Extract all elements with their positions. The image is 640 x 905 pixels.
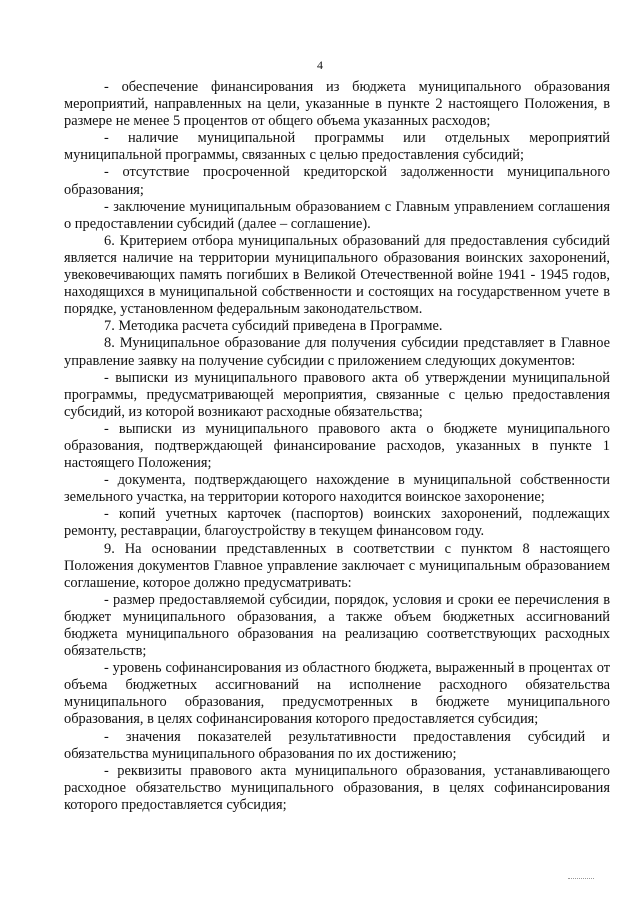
paragraph-program-condition: - наличие муниципальной программы или отдельных мероприятий муниципальной программы, связанных с целью предоставления субсидий;	[64, 130, 610, 164]
footer-divider	[568, 878, 594, 879]
paragraph-item-9: 9. На основании представленных в соответствии с пунктом 8 настоящего Положения документов Главное управление заключает с муниципальным образованием соглашение, которое должно предусматривать:	[64, 540, 610, 591]
paragraph-item-8: 8. Муниципальное образование для получения субсидии представляет в Главное управление заявку на получение субсидии с приложением следующих документов:	[64, 335, 610, 369]
paragraph-performance-indicators: - значения показателей результативности предоставления субсидий и обязательства муниципального образования по их достижению;	[64, 728, 610, 762]
paragraph-cofinancing-level: - уровень софинансирования из областного бюджета, выраженный в процентах от объема бюджетных ассигнований на исполнение расходного обязательства муниципального образования, предусмотренных в бюджете муниципального образования, в целях софинансирования которого предоставляется субсидия;	[64, 660, 610, 728]
paragraph-agreement-condition: - заключение муниципальным образованием с Главным управлением соглашения о предоставлении субсидий (далее – соглашение).	[64, 198, 610, 232]
paragraph-no-debt-condition: - отсутствие просроченной кредиторской задолженности муниципального образования;	[64, 164, 610, 198]
paragraph-funding-condition: - обеспечение финансирования из бюджета муниципального образования мероприятий, направленных на цели, указанные в пункте 2 настоящего Положения, в размере не менее 5 процентов от общего объема указанных расходов;	[64, 79, 610, 130]
paragraph-budget-extract: - выписки из муниципального правового акта о бюджете муниципального образования, подтверждающей финансирование расходов, указанных в пункте 1 настоящего Положения;	[64, 420, 610, 472]
paragraph-burial-cards: - копий учетных карточек (паспортов) воинских захоронений, подлежащих ремонту, реставрации, благоустройству в текущем финансовом году.	[64, 506, 610, 540]
page-number: 4	[317, 58, 323, 72]
paragraph-land-document: - документа, подтверждающего нахождение в муниципальной собственности земельного участка, на территории которого находится воинское захоронение;	[64, 472, 610, 506]
paragraph-item-6: 6. Критерием отбора муниципальных образований для предоставления субсидий является наличие на территории муниципального образования воинских захоронений, увековечивающих память погибших в Великой Отечественной войне 1941 - 1945 годов, находящихся в муниципальной собственности и состоящих на государственном учете в порядке, установленном федеральным законодательством.	[64, 232, 610, 318]
paragraph-legal-act-details: - реквизиты правового акта муниципального образования, устанавливающего расходное обязательство муниципального образования, в целях софинансирования которого предоставляется субсидия;	[64, 762, 610, 813]
paragraph-program-extract: - выписки из муниципального правового акта об утверждении муниципальной программы, предусматривающей мероприятия, связанные с целью предоставления субсидий, из которой возникают расходные обязательства;	[64, 369, 610, 420]
paragraph-item-7: 7. Методика расчета субсидий приведена в Программе.	[104, 318, 443, 335]
paragraph-subsidy-size: - размер предоставляемой субсидии, порядок, условия и сроки ее перечисления в бюджет муниципального образования, а также объем бюджетных ассигнований бюджета муниципального образования на реализацию соответствующих расходных обязательств;	[64, 591, 610, 660]
document-body	[64, 79, 610, 814]
